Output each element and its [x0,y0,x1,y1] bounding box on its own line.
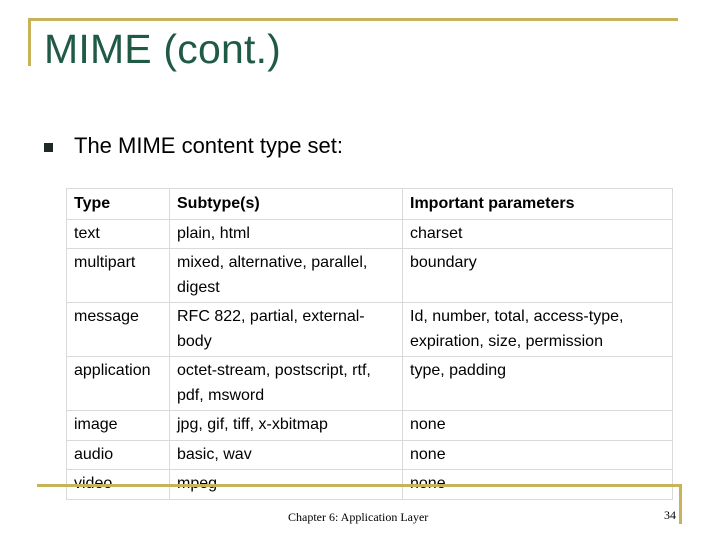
mime-type-table [66,188,673,500]
header-subtypes: Subtype(s) [170,189,403,220]
cell-subtypes: jpg, gif, tiff, x-xbitmap [170,411,403,441]
cell-subtypes: basic, wav [170,440,403,470]
slide-title: MIME (cont.) [44,26,282,72]
top-horizontal-rule [28,18,678,21]
table-row [67,440,673,470]
cell-type: message [67,303,170,357]
cell-parameters: Id, number, total, access-type, expiration, size, permission [403,303,673,357]
cell-type: image [67,411,170,441]
cell-parameters: charset [403,219,673,249]
cell-type: application [67,357,170,411]
cell-subtypes: plain, html [170,219,403,249]
cell-parameters: none [403,411,673,441]
bullet-text: The MIME content type set: [74,133,344,158]
table-row [67,303,673,357]
top-left-vertical-rule [28,18,31,66]
cell-parameters: none [403,440,673,470]
header-type: Type [67,189,170,220]
table-row [67,411,673,441]
cell-subtypes: RFC 822, partial, external-body [170,303,403,357]
cell-type: multipart [67,249,170,303]
cell-type: text [67,219,170,249]
page-number: 34 [664,508,676,522]
table-row [67,357,673,411]
cell-subtypes: octet-stream, postscript, rtf, pdf, msword [170,357,403,411]
slide-footer: Chapter 6: Application Layer [288,510,429,524]
bottom-horizontal-rule [37,484,682,487]
table-row [67,249,673,303]
square-bullet-icon [44,143,53,152]
cell-type: audio [67,440,170,470]
bottom-right-vertical-rule [679,484,682,524]
table-header-row [67,189,673,220]
cell-parameters: type, padding [403,357,673,411]
cell-parameters: boundary [403,249,673,303]
cell-subtypes: mixed, alternative, parallel, digest [170,249,403,303]
header-parameters: Important parameters [403,189,673,220]
table-row [67,219,673,249]
